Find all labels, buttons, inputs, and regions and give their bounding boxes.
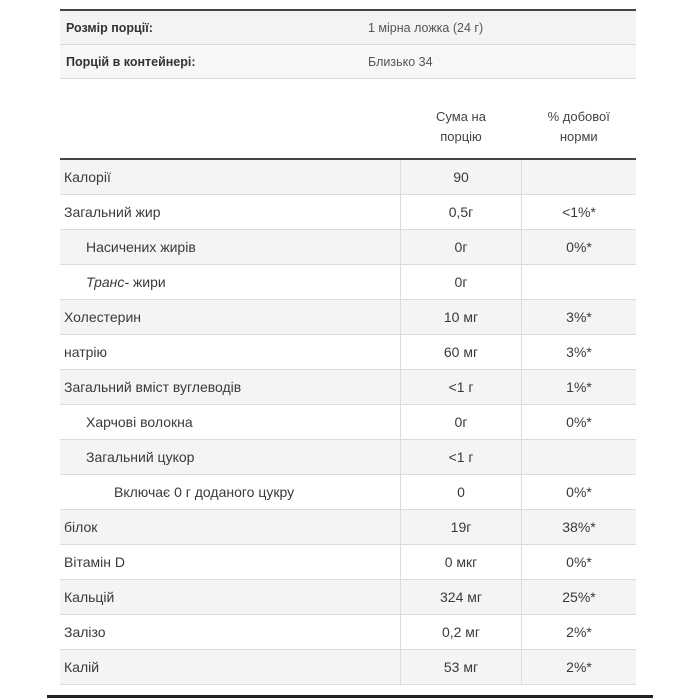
servings-per-container-label: Порцій в контейнері: <box>60 45 362 79</box>
nutrient-amount: 0 мкг <box>401 545 522 580</box>
serving-size-value: 1 мірна ложка (24 г) <box>362 10 636 45</box>
nutrient-amount: 0г <box>401 405 522 440</box>
nutrient-daily-value: 38%* <box>522 510 637 545</box>
daily-value-column-header <box>522 96 637 159</box>
nutrient-amount: <1 г <box>401 370 522 405</box>
nutrient-amount: 0г <box>401 265 522 300</box>
table-row <box>60 440 636 475</box>
nutrient-daily-value <box>522 440 637 475</box>
table-row <box>60 510 636 545</box>
nutrient-daily-value <box>522 159 637 195</box>
table-row <box>60 405 636 440</box>
nutrient-daily-value: 25%* <box>522 580 637 615</box>
nutrient-name: Загальний цукор <box>60 440 401 475</box>
nutrient-daily-value: 2%* <box>522 650 637 685</box>
nutrient-name: Насичених жирів <box>60 230 401 265</box>
bottom-divider <box>47 695 653 698</box>
nutrient-amount: 0,2 мг <box>401 615 522 650</box>
nutrient-daily-value: 0%* <box>522 545 637 580</box>
serving-size-label: Розмір порції: <box>60 10 362 45</box>
nutrient-name: Кальцій <box>60 580 401 615</box>
nutrient-daily-value: 1%* <box>522 370 637 405</box>
nutrient-name: Холестерин <box>60 300 401 335</box>
nutrient-daily-value: 0%* <box>522 230 637 265</box>
nutrient-name: Загальний вміст вуглеводів <box>60 370 401 405</box>
nutrient-daily-value <box>522 265 637 300</box>
nutrient-name: Залізо <box>60 615 401 650</box>
nutrient-name <box>60 265 401 300</box>
servings-per-container-row <box>60 45 636 79</box>
servings-per-container-value: Близько 34 <box>362 45 636 79</box>
nutrient-amount: 0 <box>401 475 522 510</box>
table-row <box>60 230 636 265</box>
nutrient-name: Загальний жир <box>60 195 401 230</box>
table-row <box>60 615 636 650</box>
nutrient-name: Харчові волокна <box>60 405 401 440</box>
nutrient-daily-value: 0%* <box>522 475 637 510</box>
dv-header-line1: % добової <box>547 109 610 124</box>
nutrient-name: Калорії <box>60 159 401 195</box>
nutrient-amount: <1 г <box>401 440 522 475</box>
nutrient-amount: 90 <box>401 159 522 195</box>
amount-column-header <box>401 96 522 159</box>
amount-header-line1: Сума на <box>436 109 486 124</box>
table-row <box>60 545 636 580</box>
serving-info-table <box>60 9 636 79</box>
dv-header-line2: норми <box>559 129 598 144</box>
nutrition-table <box>60 96 636 685</box>
nutrient-amount: 53 мг <box>401 650 522 685</box>
nutrient-daily-value: 3%* <box>522 300 637 335</box>
table-row <box>60 300 636 335</box>
table-row <box>60 265 636 300</box>
nutrient-amount: 60 мг <box>401 335 522 370</box>
table-row <box>60 159 636 195</box>
nutrient-daily-value: 3%* <box>522 335 637 370</box>
nutrient-amount: 0г <box>401 230 522 265</box>
nutrient-amount: 19г <box>401 510 522 545</box>
nutrient-name: Калій <box>60 650 401 685</box>
nutrition-header-row <box>60 96 636 159</box>
nutrient-amount: 10 мг <box>401 300 522 335</box>
nutrient-daily-value: <1%* <box>522 195 637 230</box>
nutrient-name: Включає 0 г доданого цукру <box>60 475 401 510</box>
trans-name-rest: жири <box>129 274 166 290</box>
amount-header-line2: порцію <box>440 129 482 144</box>
nutrient-column-header <box>60 96 401 159</box>
nutrient-daily-value: 0%* <box>522 405 637 440</box>
serving-size-row <box>60 10 636 45</box>
nutrient-name: натрію <box>60 335 401 370</box>
table-row <box>60 475 636 510</box>
table-row <box>60 195 636 230</box>
table-row <box>60 580 636 615</box>
nutrient-name: Вітамін D <box>60 545 401 580</box>
nutrient-daily-value: 2%* <box>522 615 637 650</box>
nutrient-name: білок <box>60 510 401 545</box>
table-row <box>60 335 636 370</box>
nutrient-amount: 324 мг <box>401 580 522 615</box>
table-row <box>60 650 636 685</box>
table-row <box>60 370 636 405</box>
nutrient-amount: 0,5г <box>401 195 522 230</box>
trans-italic-prefix: Транс- <box>86 274 130 290</box>
